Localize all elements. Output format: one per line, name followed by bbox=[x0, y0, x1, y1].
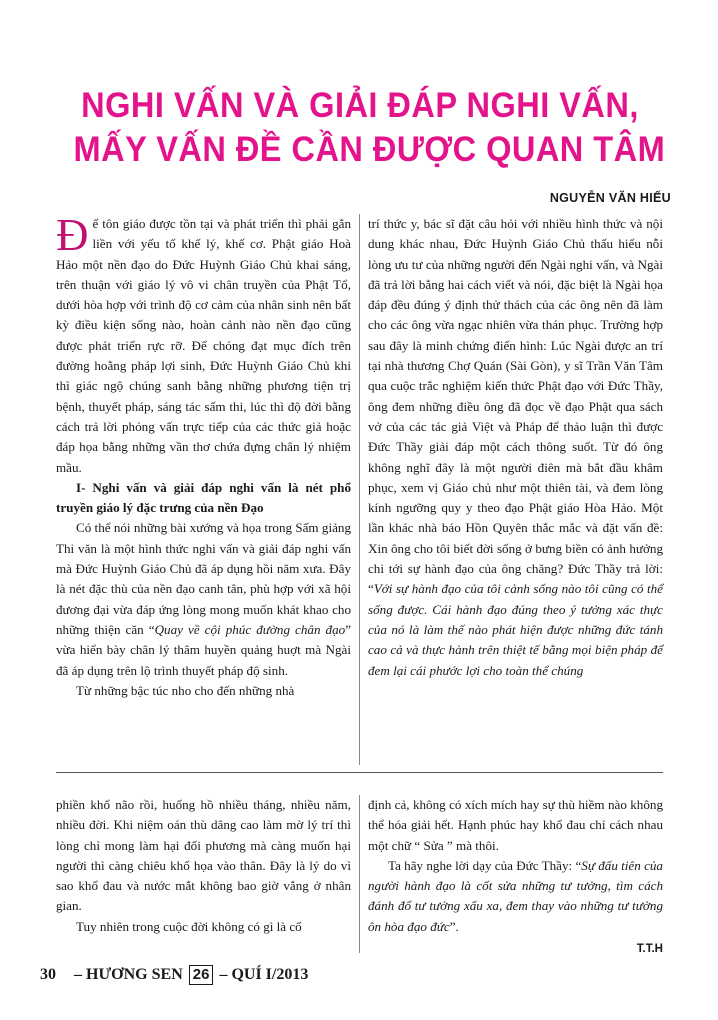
article-title-line-2: MẤY VẤN ĐỀ CẦN ĐƯỢC QUAN TÂM bbox=[73, 130, 666, 169]
page-number: 30 bbox=[40, 966, 56, 983]
section-heading: I- Nghi vấn và giải đáp nghi vấn là nét phổ truyền giáo lý đặc trưng của nền Đạo bbox=[56, 479, 351, 516]
page-footer bbox=[40, 963, 308, 987]
section-divider bbox=[56, 772, 663, 773]
signature: T.T.H bbox=[636, 943, 663, 956]
column-3-paragraph-1: phiền khổ não rồi, huống hồ nhiều tháng, nhiều năm, nhiều đời. Khi niệm oán thù dâng cao làm mờ lý trí thì lòng chỉ mong làm hại đối phương mà càng muốn hại người thì càng chiêu khổ họa vào thân. Đây là lý do vì sao khổ đau và nước mắt không bao giờ vắng ở nhân gian. bbox=[56, 797, 351, 914]
column-2-text: trí thức y, bác sĩ đặt câu hỏi với nhiều hình thức và nội dung khác nhau, Đức Huỳnh Giáo Chủ thấu hiểu nỗi lòng ưu tư của những người đến Ngài nghi vấn, và Ngài đã trả lời bằng hai cách viết và nói, đặc biệt là Ngài họa đáp đều đúng ý định thử thách của các ông nên đã làm cho các ông vừa ngạc nhiên vừa thán phục. Trường hợp sau đây là minh chứng điển hình: Lúc Ngài được an trí tại nhà thương Chợ Quán (Sài Gòn), y sĩ Trần Văn Tâm qua cuộc trắc nghiệm kiến thức Phật đạo với Đức Thầy, ông đem những điều ông đã đọc về đạo Phật qua sách vở của các tác giả Việt và Pháp để thảo luận thì được Đức Thầy giải đáp một cách thông suốt. Từ đó ông không nghĩ đây là một người điên mà bắt đầu khâm phục, xem vị Giáo chủ như một thiên tài, và đem lòng kính ngưỡng quy y theo đạo Phật giáo Hòa Hảo. Một lần khác nhà báo Hồn Quyên thắc mắc và đặt vấn đề: Xin ông cho tôi biết đời sống ở bưng biền có ảnh hưởng chi tới sự hành đạo của ông chăng? Đức Thầy trả lời: “ bbox=[368, 216, 663, 597]
column-divider-top bbox=[359, 214, 360, 765]
paragraph-1-text-end: ” vừa hiển bày chân lý thâm huyền quảng huợt mà Ngài đã áp dụng trên lộ trình thuyết pháp độ sinh. bbox=[56, 621, 351, 678]
publication-name: HƯƠNG SEN bbox=[86, 966, 183, 983]
column-3-paragraph-2: Tuy nhiên trong cuộc đời không có gì là cố bbox=[76, 918, 302, 934]
paragraph-1 bbox=[56, 518, 351, 680]
intro-text: ể tôn giáo được tồn tại và phát triển thì phải gắn liền với yếu tố khế lý, khế cơ. Phật giáo Hoà Hảo một nền đạo do Đức Huỳnh Giáo Chủ khai sáng, trên thuận với giáo lý vô vi chân truyền của Phật Tổ, dưới hòa hợp với trình độ cơ cảm của nhân sinh nên bất kỳ điều kiện sống nào, hoàn cảnh nào nền đạo cũng được phát triển rực rỡ. Để chóng đạt mục đích trên đường hoằng pháp lợi sinh, Đức Huỳnh Giáo Chủ khi thì giác ngộ chúng sanh bằng những phương tiện trị bệnh, thuyết pháp, sáng tác sấm thi, lúc thì độ đời bằng cách trả lời phỏng vấn trực tiếp của các thức giả hoặc đáp họa bằng những vần thơ chứa đựng chân lý nhiệm mầu. bbox=[56, 216, 351, 475]
drop-cap: Đ bbox=[56, 210, 89, 260]
paragraph-1-text: Có thể nói những bài xướng và họa trong Sấm giảng Thi văn là một hình thức nghi vấn và giải đáp nghi vấn mà Đức Huỳnh Giáo Chủ đã áp dụng hồi năm xưa. Đây là nét đặc thù của nền đạo canh tân, phù hợp với xã hội đương đại vừa đáp ứng lòng mong muốn khát khao cho những thiện căn “ bbox=[56, 520, 351, 637]
footer-dash: – bbox=[219, 966, 228, 983]
column-4-paragraph-1: định cả, không có xích mích hay sự thù hiềm nào không thể hóa giải hết. Hạnh phúc hay khổ đau chỉ cách nhau một chữ “ Sửa ” mà thôi. bbox=[368, 797, 663, 853]
paragraph-1-quote: Quay về cội phúc đường chân đạo bbox=[154, 621, 346, 637]
paragraph-2: Từ những bậc túc nho cho đến những nhà bbox=[76, 682, 295, 698]
column-4 bbox=[368, 795, 663, 959]
column-2-paragraph bbox=[368, 214, 663, 681]
issue-quarter: QUÍ I/2013 bbox=[231, 966, 309, 983]
column-4-text-end: ”. bbox=[449, 918, 459, 934]
author-name: NGUYỄN VĂN HIẾU bbox=[549, 191, 671, 205]
intro-paragraph bbox=[56, 210, 351, 478]
footer-dash: – bbox=[74, 966, 82, 983]
article-title-line-1: NGHI VẤN VÀ GIẢI ĐÁP NGHI VẤN, bbox=[81, 86, 639, 125]
column-2 bbox=[368, 214, 663, 681]
column-2-quote: Với sự hành đạo của tôi cảnh sống nào tôi cũng có thể sống được. Cái hành đạo đúng theo ý tưởng xác thực của nó là làm thế nào phát hiện được những đức tánh cao cả và thực hành trên thiệt tế bằng mọi biện pháp để đem lại cái phước lợi cho toàn thể chúng bbox=[368, 581, 663, 678]
issue-number-badge: 26 bbox=[189, 965, 214, 985]
column-4-quote: Sự đấu tiên của người hành đạo là cốt sửa những tư tưởng, tìm cách đánh đổ tư tưởng xấu xa, đem thay vào những tư tưởng ôn hòa đạo đức bbox=[368, 857, 663, 934]
column-4-text: Ta hãy nghe lời dạy của Đức Thầy: “ bbox=[388, 857, 582, 873]
column-3 bbox=[56, 795, 351, 937]
column-divider-bottom bbox=[359, 795, 360, 953]
column-1 bbox=[56, 210, 351, 701]
column-4-paragraph-2 bbox=[368, 856, 663, 937]
